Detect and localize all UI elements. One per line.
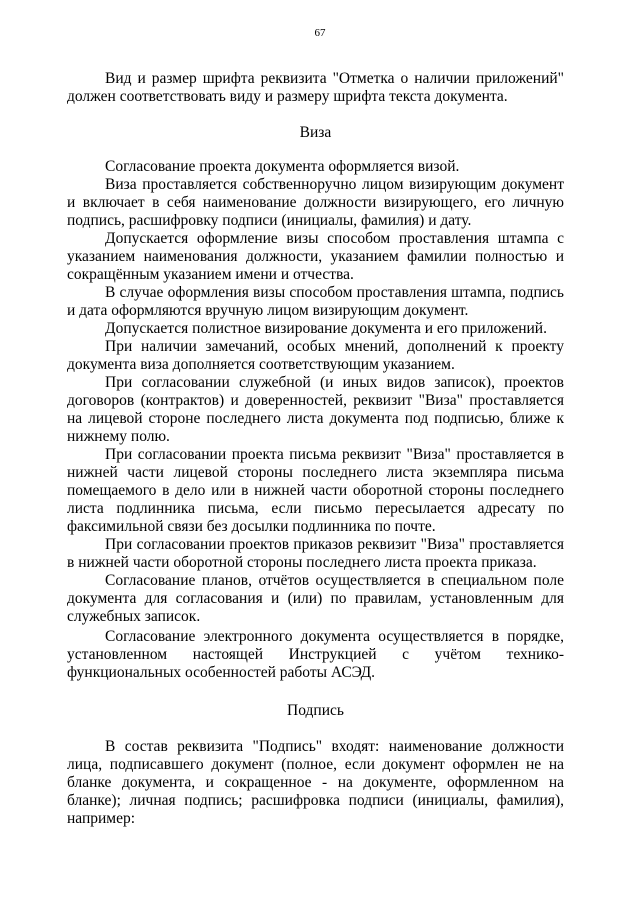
viza-paragraph-7: При согласовании служебной (и иных видов записок), проектов договоров (контрактов) и доверенностей, реквизит "Виза" проставляется на лицевой стороне последнего листа документа под подписью, ближе к нижнему полю. [67,374,564,445]
viza-paragraph-5: Допускается полистное визирование документа и его приложений. [105,320,547,337]
viza-paragraph-8: При согласовании проекта письма реквизит "Виза" проставляется в нижней части лицевой стороны последнего листа экземпляра письма помещаемого в дело или в нижней части оборотной стороны последнего листа подлинника письма, если письмо пересылается адресату по факсимильной связи без досылки подлинника по почте. [67,446,564,535]
viza-paragraph-1: Согласование проекта документа оформляется визой. [105,158,460,175]
viza-paragraph-11: Согласование электронного документа осуществляется в порядке, установленном настоящей Инструкцией с учётом технико-функциональных особенностей работы АСЭД. [67,628,564,681]
intro-paragraph: Вид и размер шрифта реквизита "Отметка о наличии приложений" должен соответствовать виду и размеру шрифта текста документа. [67,70,564,105]
viza-paragraph-2: Виза проставляется собственноручно лицом визирующим документ и включает в себя наименование должности визирующего, его личную подпись, расшифровку подписи (инициалы, фамилия) и дату. [67,176,564,229]
heading-viza: Виза [299,124,332,141]
page-number: 67 [314,27,326,39]
viza-paragraph-4: В случае оформления визы способом проставления штампа, подпись и дата оформляются вручную лицом визирующим документ. [67,284,564,319]
viza-paragraph-3: Допускается оформление визы способом проставления штампа с указанием наименования должности, указанием фамилии полностью и сокращённым указанием имени и отчества. [67,230,564,283]
heading-podpis: Подпись [287,702,344,719]
viza-paragraph-10: Согласование планов, отчётов осуществляется в специальном поле документа для согласования и (или) по правилам, установленным для служебных записок. [67,572,564,625]
podpis-paragraph: В состав реквизита "Подпись" входят: наименование должности лица, подписавшего документ (полное, если документ оформлен не на бланке документа, и сокращенное - на документе, оформленном на бланке); личная подпись; расшифровка подписи (инициалы, фамилия), например: [67,738,564,827]
viza-paragraph-6: При наличии замечаний, особых мнений, дополнений к проекту документа виза дополняется соответствующим указанием. [67,338,564,373]
viza-paragraph-9: При согласовании проектов приказов реквизит "Виза" проставляется в нижней части оборотной стороны последнего листа проекта приказа. [67,536,564,571]
